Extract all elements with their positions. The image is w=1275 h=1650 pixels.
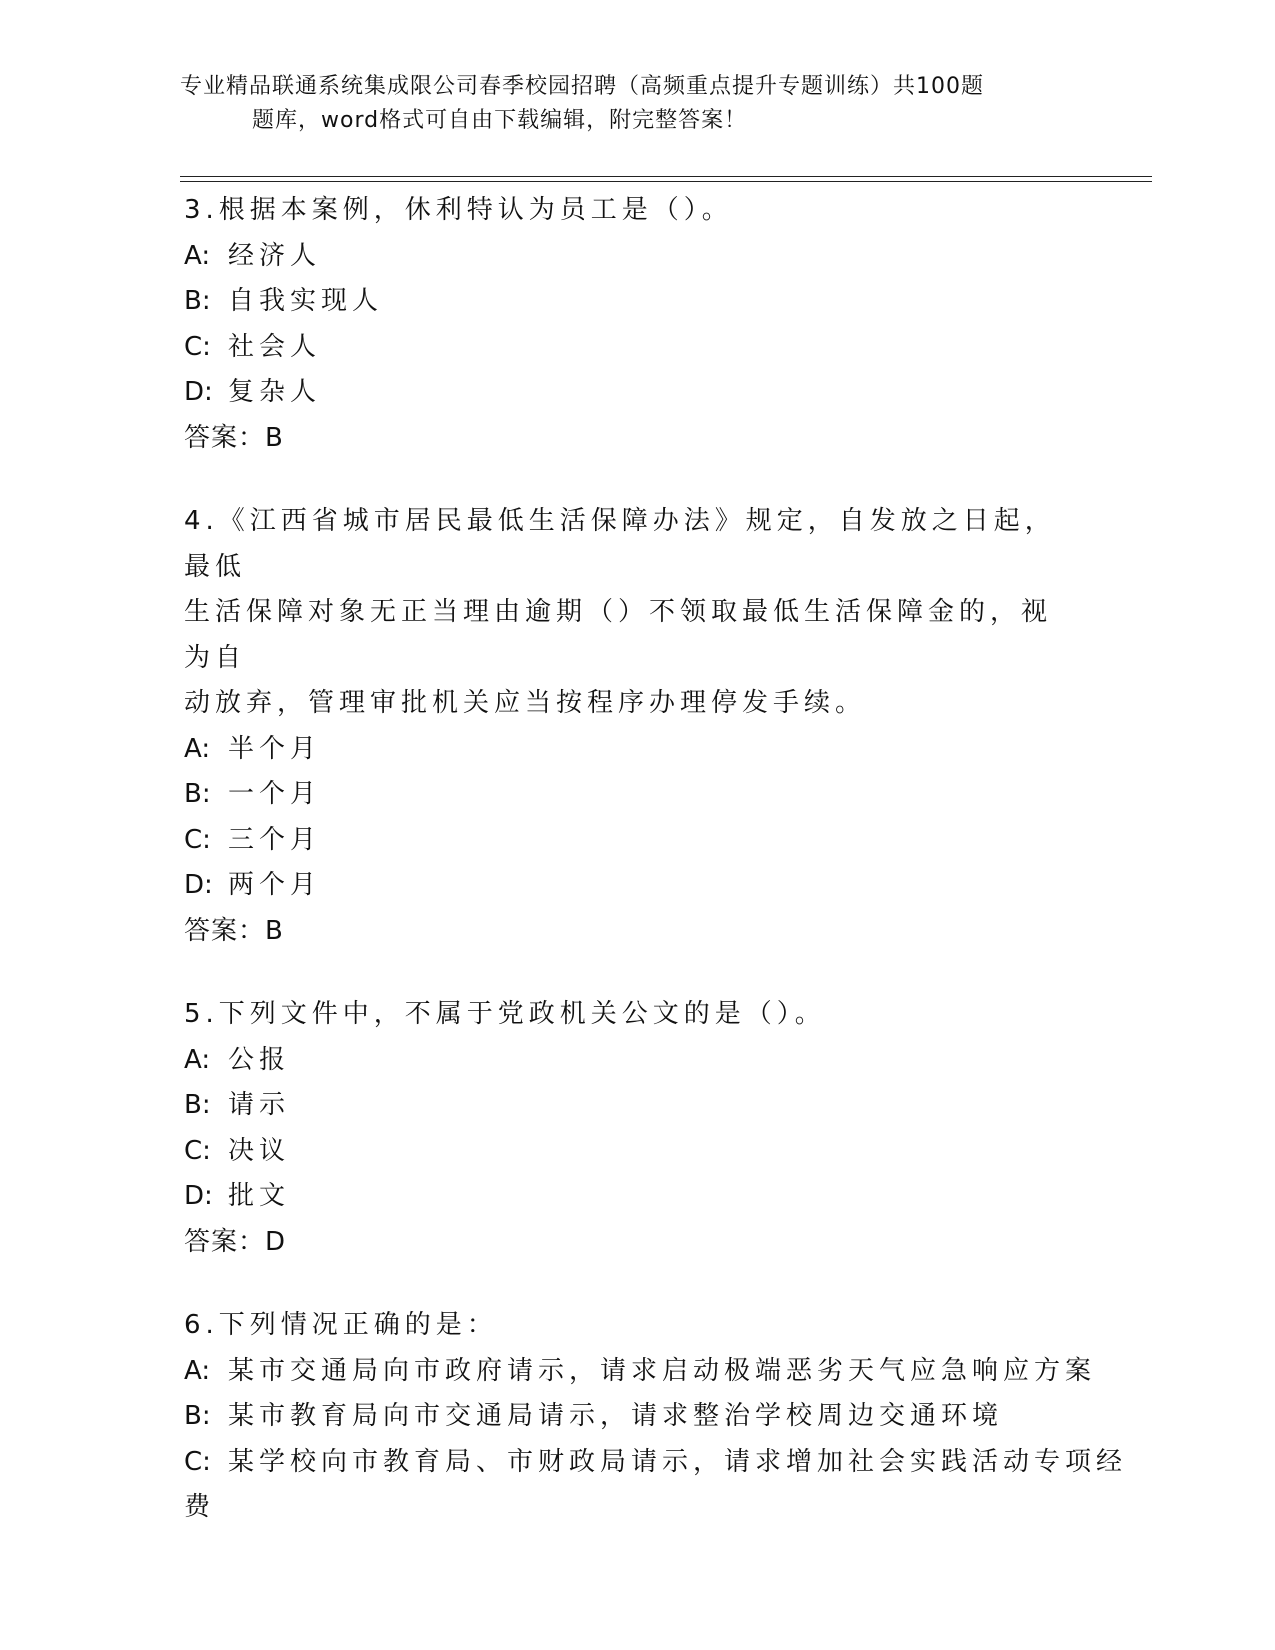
option-a — [184, 1349, 1097, 1395]
answer-line: 答案：B — [184, 915, 284, 946]
option-a — [184, 727, 1064, 773]
question-4 — [184, 499, 1064, 954]
question-5 — [184, 992, 1064, 1265]
question-text: 6.下列情况正确的是： — [184, 1310, 498, 1340]
option-text: 社会人 — [228, 331, 322, 362]
option-key: C: — [184, 1446, 211, 1477]
option-key: C: — [184, 1135, 211, 1166]
option-c — [184, 1129, 1064, 1175]
option-text: 某学校向市教育局、市财政局请示，请求增加社会实践活动专项经 — [228, 1446, 1128, 1477]
question-text: 3.根据本案例，休利特认为员工是（）。 — [184, 195, 733, 225]
option-key: B: — [184, 286, 211, 316]
header-line-1: 专业精品联通系统集成限公司春季校园招聘（高频重点提升专题训练）共100题 — [180, 74, 984, 99]
option-text: 三个月 — [228, 824, 322, 855]
option-d — [184, 863, 1064, 909]
option-text: 决议 — [228, 1135, 291, 1166]
question-text-line: 动放弃，管理审批机关应当按程序办理停发手续。 — [184, 688, 867, 718]
option-text: 某市教育局向市交通局请示，请求整治学校周边交通环境 — [228, 1401, 1004, 1431]
option-d — [184, 370, 1064, 416]
question-text-line: 生活保障对象无正当理由逾期（）不领取最低生活保障金的，视为自 — [184, 597, 1053, 673]
option-text: 一个月 — [228, 779, 322, 809]
question-text: 5.下列文件中，不属于党政机关公文的是（）。 — [184, 999, 826, 1029]
document-header — [180, 70, 1040, 138]
option-c — [184, 818, 1064, 864]
option-text: 批文 — [228, 1181, 291, 1211]
header-rule — [180, 176, 1152, 182]
option-b — [184, 772, 1064, 818]
question-list — [184, 188, 1128, 1569]
option-key: D: — [184, 1181, 213, 1211]
option-a — [184, 234, 1064, 280]
option-text: 两个月 — [228, 870, 322, 900]
option-c-continued: 费 — [184, 1492, 216, 1522]
option-b — [184, 1083, 1064, 1129]
answer-line: 答案：B — [184, 422, 284, 453]
option-a — [184, 1038, 1064, 1084]
option-text: 某市交通局向市政府请示，请求启动极端恶劣天气应急响应方案 — [228, 1355, 1097, 1386]
option-text: 自我实现人 — [228, 286, 384, 316]
option-key: A: — [184, 1355, 211, 1386]
option-key: D: — [184, 377, 213, 407]
question-3 — [184, 188, 1064, 461]
question-6 — [184, 1303, 1128, 1531]
option-c — [184, 325, 1064, 371]
option-text: 请示 — [228, 1090, 291, 1120]
option-key: D: — [184, 870, 213, 900]
option-key: C: — [184, 824, 211, 855]
option-c — [184, 1440, 1128, 1486]
question-text-line: 4.《江西省城市居民最低生活保障办法》规定，自发放之日起，最低 — [184, 506, 1056, 582]
option-key: B: — [184, 1090, 211, 1120]
option-key: A: — [184, 240, 211, 271]
header-line-2: 题库，word格式可自由下载编辑，附完整答案！ — [252, 108, 748, 133]
option-text: 公报 — [228, 1044, 291, 1075]
option-text: 复杂人 — [228, 377, 322, 407]
option-key: C: — [184, 331, 211, 362]
option-b — [184, 1394, 1064, 1440]
option-text: 经济人 — [228, 240, 322, 271]
option-key: A: — [184, 733, 211, 764]
option-key: A: — [184, 1044, 211, 1075]
answer-line: 答案：D — [184, 1226, 287, 1257]
option-d — [184, 1174, 1064, 1220]
option-b — [184, 279, 1064, 325]
option-key: B: — [184, 1401, 211, 1431]
option-text: 半个月 — [228, 733, 322, 764]
option-key: B: — [184, 779, 211, 809]
